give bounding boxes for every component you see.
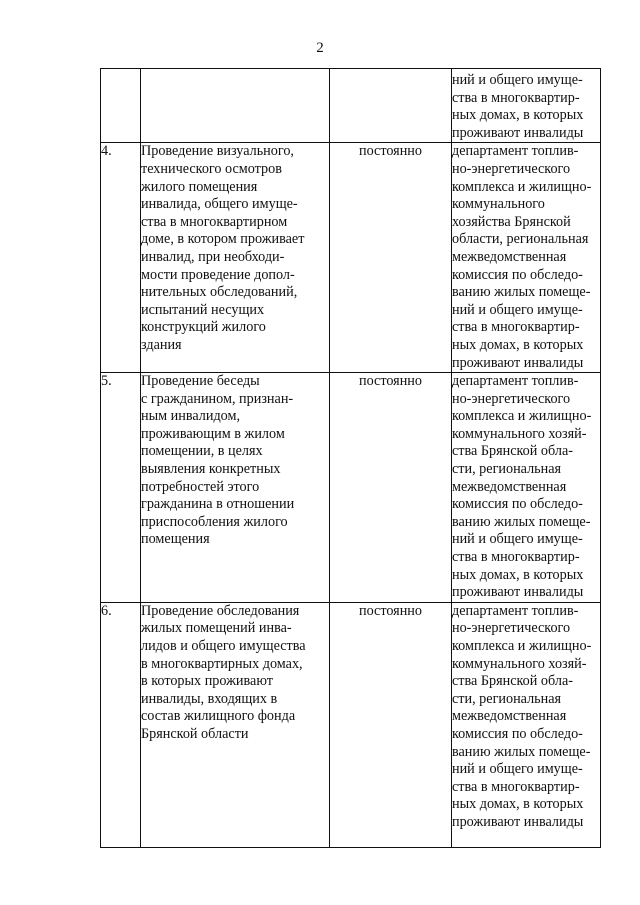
executor-line: ний и общего имуще- [452,301,583,318]
executor-line: проживают инвалиды [452,584,584,601]
executor-line: проживают инвалиды [452,813,584,830]
action-line: мости проведение допол- [141,266,295,283]
action-line: в которых проживают [141,673,273,690]
action-line: в многоквартирных домах, [141,655,303,672]
executor-line: комиссия по обследо- [452,725,583,742]
executor-line: ний и общего имуще- [452,761,583,778]
action-cell [141,602,330,847]
action-line: помещения [141,531,210,548]
action-line: доме, в котором проживает [141,231,305,248]
action-line: здания [141,336,182,353]
executor-cell [452,373,601,603]
action-line: Проведение обследования [141,602,300,619]
executor-line: ства Брянской обла- [452,443,573,460]
executor-cell [452,602,601,847]
executor-line: но-энергетического [452,390,571,407]
executor-line: сти, региональная [452,690,562,707]
executor-line: комплекса и жилищно- [452,638,592,654]
action-line: инвалиды, входящих в [141,690,278,707]
executor-line: ных домах, в которых [452,796,584,813]
executor-line: ванию жилых помеще- [452,284,591,301]
action-line: Проведение визуального, [141,143,294,160]
executor-line: ства в многоквартир- [452,319,580,336]
table-row [101,373,601,603]
row-number: 4. [101,143,141,373]
action-cell [141,69,330,143]
executor-line: ства в многоквартир- [452,778,580,795]
action-line: инвалида, общего имуще- [141,196,298,213]
executor-line: ства Брянской обла- [452,673,573,690]
action-line: Брянской области [141,725,249,742]
executor-line: коммунального хозяй- [452,425,587,442]
executor-line: но-энергетического [452,160,571,177]
executor-line: ванию жилых помеще- [452,743,591,760]
executor-line: межведомственная [452,248,567,265]
executor-line: ных домах, в которых [452,566,584,583]
action-line: ства в многоквартирном [141,213,288,230]
action-line: жилого помещения [141,178,258,195]
executor-line: но-энергетического [452,620,571,637]
executor-line: ства в многоквартир- [452,89,580,106]
executor-line: проживают инвалиды [452,124,584,141]
executor-line: комиссия по обследо- [452,266,583,283]
executor-line: ства в многоквартир- [452,549,580,566]
executor-line: межведомственная [452,478,567,495]
term-cell [330,69,452,143]
executor-line: ний и общего имуще- [452,72,583,88]
action-line: помещении, в целях [141,443,263,460]
table-row [101,143,601,373]
term-cell: постоянно [330,602,452,847]
executor-line: комплекса и жилищно- [452,408,592,425]
action-line: состав жилищного фонда [141,708,296,725]
table-row [101,69,601,143]
executor-line: департамент топлив- [452,373,579,390]
executor-line: ний и общего имуще- [452,531,583,548]
action-line: лидов и общего имущества [141,638,306,654]
action-line: инвалид, при необходи- [141,248,285,265]
executor-line: департамент топлив- [452,602,579,619]
executor-line: коммунального [452,196,545,213]
action-line: гражданина в отношении [141,496,295,513]
page-number: 2 [316,40,324,56]
executor-line: межведомственная [452,708,567,725]
executor-line: проживают инвалиды [452,354,584,371]
executor-cell [452,143,601,373]
row-number: 6. [101,602,141,847]
executor-line: комплекса и жилищно- [452,178,592,195]
row-number: 5. [101,373,141,603]
executor-line: сти, региональная [452,461,562,478]
executor-line: области, региональная [452,231,589,248]
executor-line: ных домах, в которых [452,336,584,353]
action-line: приспособления жилого [141,513,288,530]
action-line: проживающим в жилом [141,425,285,442]
measures-table [100,68,601,848]
action-line: испытаний несущих [141,301,265,318]
executor-line: департамент топлив- [452,143,579,160]
term-cell: постоянно [330,143,452,373]
row-number [101,69,141,143]
action-line: жилых помещений инва- [141,620,292,637]
action-line: технического осмотров [141,160,282,177]
executor-cell [452,69,601,143]
table-row [101,602,601,847]
action-line: с гражданином, признан- [141,390,294,407]
action-line: конструкций жилого [141,319,266,336]
action-cell [141,373,330,603]
action-cell [141,143,330,373]
executor-line: комиссия по обследо- [452,496,583,513]
executor-line: хозяйства Брянской [452,213,571,230]
term-cell: постоянно [330,373,452,603]
executor-line: ных домах, в которых [452,107,584,124]
executor-line: ванию жилых помеще- [452,513,591,530]
action-line: потребностей этого [141,478,260,495]
action-line: нительных обследований, [141,284,298,301]
action-line: выявления конкретных [141,461,281,478]
action-line: ным инвалидом, [141,408,241,425]
action-line: Проведение беседы [141,373,260,390]
executor-line: коммунального хозяй- [452,655,587,672]
